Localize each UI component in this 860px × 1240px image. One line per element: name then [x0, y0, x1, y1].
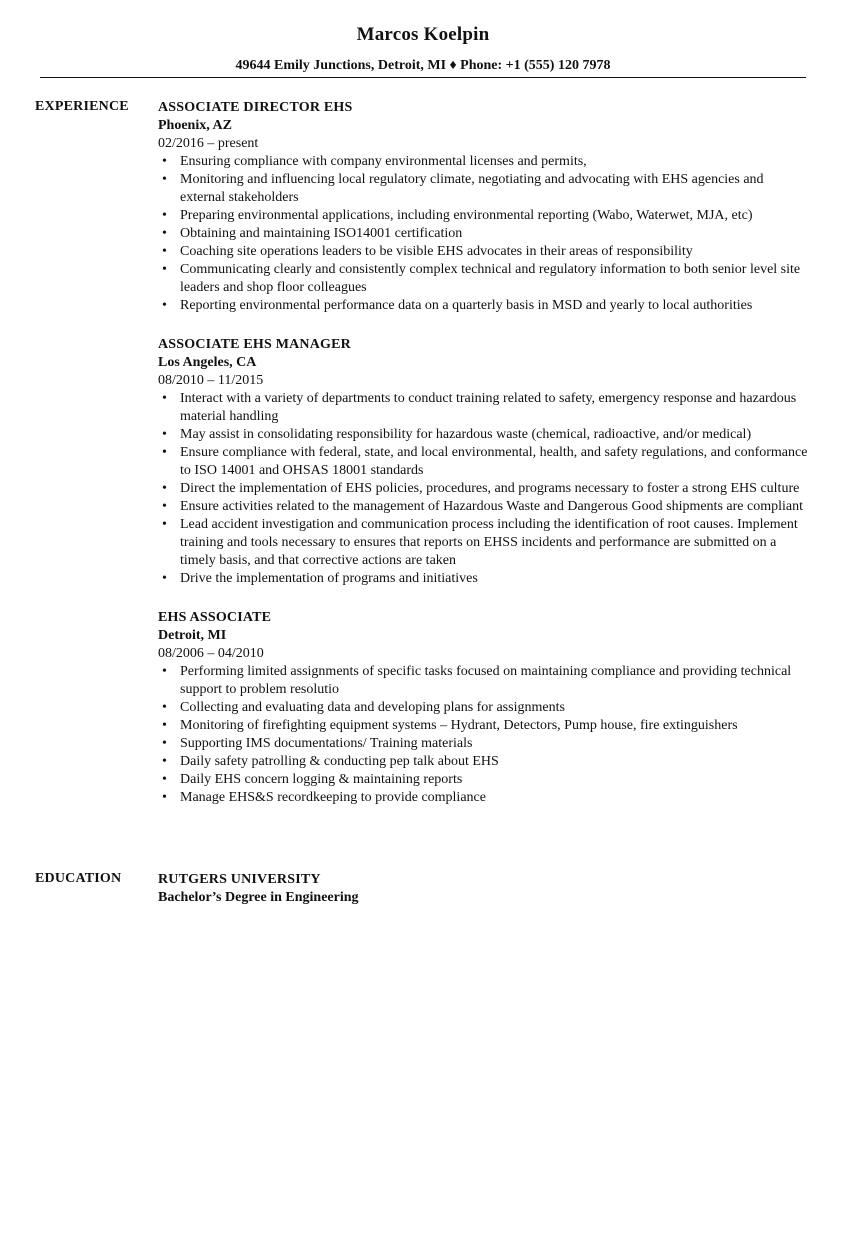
experience-section: [158, 99, 808, 828]
bullet-item: • Daily EHS concern logging & maintaining reports: [158, 771, 808, 789]
bullet-item: • Ensure compliance with federal, state, and local environmental, health, and safety regulations, and conformance to ISO 14001 and OHSAS 18001 standards: [158, 444, 808, 480]
bullet-item: • Communicating clearly and consistently complex technical and regulatory information to both senior level site leaders and shop floor colleagues: [158, 261, 808, 297]
job-dates: 08/2006 – 04/2010: [158, 646, 264, 661]
job-entry: [158, 609, 808, 807]
job-dates: 02/2016 – present: [158, 136, 259, 151]
contact-line: 49644 Emily Junctions, Detroit, MI ♦ Phone: +1 (555) 120 7978: [235, 58, 611, 73]
bullet-item: • Coaching site operations leaders to be visible EHS advocates in their areas of responsibility: [158, 243, 808, 261]
bullet-item: • Supporting IMS documentations/ Training materials: [158, 735, 808, 753]
job-bullets: [158, 663, 808, 807]
degree: Bachelor’s Degree in Engineering: [158, 890, 359, 905]
job-entry: [158, 99, 808, 315]
job-title: ASSOCIATE EHS MANAGER: [158, 337, 351, 352]
job-location: Los Angeles, CA: [158, 355, 257, 370]
bullet-item: • Direct the implementation of EHS policies, procedures, and programs necessary to foster a strong EHS culture: [158, 480, 808, 498]
bullet-item: • Monitoring of firefighting equipment systems – Hydrant, Detectors, Pump house, fire extinguishers: [158, 717, 808, 735]
bullet-item: • Preparing environmental applications, including environmental reporting (Wabo, Waterwet, MJA, etc): [158, 207, 808, 225]
job-entry: [158, 336, 808, 588]
bullet-item: • Performing limited assignments of specific tasks focused on maintaining compliance and providing technical support to problem resolutio: [158, 663, 808, 699]
bullet-item: • Reporting environmental performance data on a quarterly basis in MSD and yearly to local authorities: [158, 297, 808, 315]
bullet-item: • Interact with a variety of departments to conduct training related to safety, emergency response and hazardous material handling: [158, 390, 808, 426]
header-divider: [40, 77, 806, 78]
job-location: Phoenix, AZ: [158, 118, 232, 133]
bullet-item: • Lead accident investigation and communication process including the identification of root causes. Implement training and tools necessary to ensures that reports on EHSS incidents and performance are submitted on a timely basis, and that corrective actions are taken: [158, 516, 808, 570]
candidate-name: Marcos Koelpin: [356, 24, 490, 45]
job-bullets: [158, 390, 808, 588]
experience-heading: EXPERIENCE: [35, 99, 129, 114]
job-title: EHS ASSOCIATE: [158, 610, 272, 625]
education-section: [158, 871, 808, 907]
job-bullets: [158, 153, 808, 315]
bullet-item: • May assist in consolidating responsibility for hazardous waste (chemical, radioactive, and/or medical): [158, 426, 808, 444]
job-title: ASSOCIATE DIRECTOR EHS: [158, 100, 353, 115]
school-name: RUTGERS UNIVERSITY: [158, 872, 321, 887]
bullet-item: • Manage EHS&S recordkeeping to provide compliance: [158, 789, 808, 807]
bullet-item: • Monitoring and influencing local regulatory climate, negotiating and advocating with EHS agencies and external stakeholders: [158, 171, 808, 207]
bullet-item: • Drive the implementation of programs and initiatives: [158, 570, 808, 588]
bullet-item: • Daily safety patrolling & conducting pep talk about EHS: [158, 753, 808, 771]
job-dates: 08/2010 – 11/2015: [158, 373, 264, 388]
education-heading: EDUCATION: [35, 871, 122, 886]
bullet-item: • Obtaining and maintaining ISO14001 certification: [158, 225, 808, 243]
bullet-item: • Ensure activities related to the management of Hazardous Waste and Dangerous Good shipments are compliant: [158, 498, 808, 516]
bullet-item: • Collecting and evaluating data and developing plans for assignments: [158, 699, 808, 717]
bullet-item: • Ensuring compliance with company environmental licenses and permits,: [158, 153, 808, 171]
job-location: Detroit, MI: [158, 628, 227, 643]
